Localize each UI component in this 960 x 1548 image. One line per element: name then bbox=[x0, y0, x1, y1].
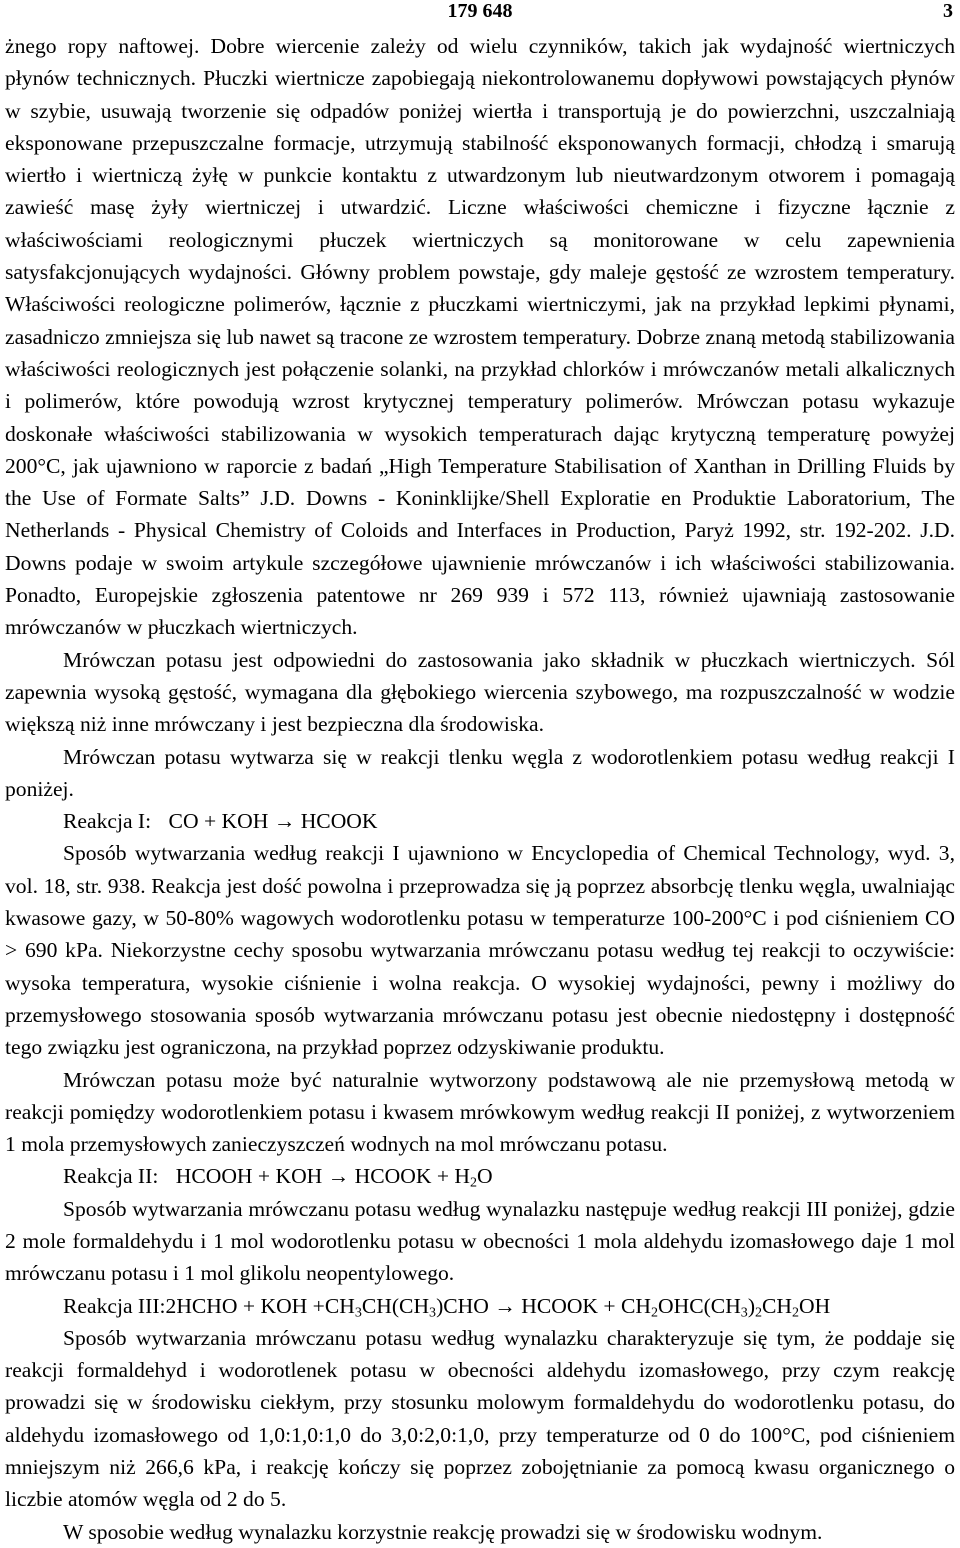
reaction-3-label: Reakcja III: bbox=[63, 1293, 166, 1318]
paragraph-7: Sposób wytwarzania mrówczanu potasu według wynalazku charakteryzuje się tym, że poddaje się reakcji formaldehyd i wodorotlenek potasu w obecności aldehydu izomasłowego, przy czym reakcję prowadzi się w środowisku ciekłym, przy stosunku molowym formaldehydu do wodorotlenku potasu, do aldehydu izomasłowego od 1,0:1,0:1,0 do 3,0:2,0:1,0, przy temperaturze od 0 do 100°C, pod ciśnieniem mniejszym niż 266,6 kPa, i reakcję kończy się poprzez zobojętnianie za pomocą kwasu organicznego o liczbie atomów węgla od 2 do 5. bbox=[5, 1325, 955, 1512]
paragraph-5: Mrówczan potasu może być naturalnie wytworzony podstawową ale nie przemysłową metodą w reakcji pomiędzy wodorotlenkiem potasu i kwasem mrówkowym według reakcji II poniżej, z wytworzeniem 1 mola przemysłowych zanieczyszczeń wodnych na mol mrówczanu potasu. bbox=[5, 1067, 955, 1157]
body-text bbox=[5, 30, 955, 1548]
paragraph-8: W sposobie według wynalazku korzystnie reakcję prowadzi się w środowisku wodnym. bbox=[63, 1519, 823, 1544]
paragraph-1: żnego ropy naftowej. Dobre wiercenie zależy od wielu czynników, takich jak wydajność wiertniczych płynów technicznych. Płuczki wiertnicze zapobiegają niekontrolowanemu dopływowi powstających płynów w szybie, usuwają tworzenie się odpadów poniżej wiertła i transportują je do powierzchni, uszczalniają eksponowane przepuszczalne formacje, utrzymują stabilność eksponowanych formacji, chłodzą i smarują wiertło i wiertniczą żyłę w punkcie kontaktu z utwardzonym lub nieutwardzonym otworem i pomagają zawieść masę żyły wiertniczej i utwardzić. Liczne właściwości chemiczne i fizyczne łącznie z właściwościami reologicznymi płuczek wiertniczych są monitorowane w celu zapewnienia satysfakcjonujących wydajności. Główny problem powstaje, gdy maleje gęstość ze wzrostem temperatury. Właściwości reologiczne polimerów, łącznie z płuczkami wiertniczymi, jak na przykład lepkimi płynami, zasadniczo zmniejsza się lub nawet są tracone ze wzrostem temperatury. Dobrze znaną metodą stabilizowania właściwości reologicznych jest połączenie solanki, na przykład chlorków i mrówczanów metali alkalicznych i polimerów, które powodują wzrost krytycznej temperatury polimerów. Mrówczan potasu wykazuje doskonałe właściwości stabilizowania w wysokich temperaturach dając krytyczną temperaturę powyżej 200°C, jak ujawniono w raporcie z badań „High Temperature Stabilisation of Xanthan in Drilling Fluids by the Use of Formate Salts” J.D. Downs - Koninklijke/Shell Exploratie en Produktie Laboratorium, The Netherlands - Physical Chemistry of Coloids and Interfaces in Production, Paryż 1992, str. 192-202. J.D. Downs podaje w swoim artykule szczegółowe ujawnienie mrówczanów i ich właściwości stabilizowania. Ponadto, Europejskie zgłoszenia patentowe nr 269 939 i 572 113, również ujawniają zastosowanie mrówczanów w płuczkach wiertniczych. bbox=[5, 34, 955, 640]
reaction-2-equation: HCOOH + KOH → HCOOK + $H_2O$ bbox=[175, 1164, 493, 1191]
reaction-2 bbox=[5, 1160, 955, 1192]
paragraph-3: Mrówczan potasu wytwarza się w reakcji tlenku węgla z wodorotlenkiem potasu według reakcji I poniżej. bbox=[5, 744, 955, 801]
paragraph-6: Sposób wytwarzania mrówczanu potasu według wynalazku następuje według reakcji III poniżej, gdzie 2 mole formaldehydu i 1 mol wodorotlenku potasu w obecności 1 mola aldehydu izomasłowego daje 1 mol mrówczanu potasu i 1 mol glikolu neopentylowego. bbox=[5, 1196, 955, 1286]
paragraph-2: Mrówczan potasu jest odpowiedni do zastosowania jako składnik w płuczkach wiertniczych. Sól zapewnia wysoką gęstość, wymagana dla głębokiego wiercenia szybowego, ma rozpuszczalność w wodzie większą niż inne mrówczany i jest bezpieczna dla środowiska. bbox=[5, 647, 955, 737]
reaction-2-label: Reakcja II: bbox=[63, 1164, 159, 1189]
page-number: 3 bbox=[943, 0, 953, 22]
reaction-1-equation: CO + KOH → HCOOK bbox=[168, 809, 378, 834]
patent-number: 179 648 bbox=[447, 0, 513, 22]
reaction-1 bbox=[5, 805, 955, 837]
reaction-3 bbox=[5, 1290, 955, 1322]
reaction-1-label: Reakcja I: bbox=[63, 809, 152, 834]
paragraph-4: Sposób wytwarzania według reakcji I ujawniono w Encyclopedia of Chemical Technology, wyd. 3, vol. 18, str. 938. Reakcja jest dość powolna i przeprowadza się ją poprzez absorbcję tlenku węgla, uwalniając kwasowe gazy, w 50-80% wagowych wodorotlenku potasu w temperaturze 100-200°C i pod ciśnieniem CO > 690 kPa. Niekorzystne cechy sposobu wytwarzania mrówczanu potasu według tej reakcji to oczywiście: wysoka temperatura, wysokie ciśnienie i wolna reakcja. O wysokiej wydajności, pewny i możliwy do przemysłowego stosowania sposób wytwarzania mrówczanu potasu jest obecnie niedostępny i dostępność tego związku jest ograniczona, na przykład poprzez odzyskiwanie produktu. bbox=[5, 841, 955, 1060]
reaction-3-equation: 2HCHO + KOH $+CH_3CH(CH_3)CHO$ → HCOOK + $CH_2OHC(CH_3)_2CH_2OH$ bbox=[165, 1293, 831, 1321]
document-page bbox=[5, 0, 955, 1548]
page-header bbox=[5, 0, 955, 30]
